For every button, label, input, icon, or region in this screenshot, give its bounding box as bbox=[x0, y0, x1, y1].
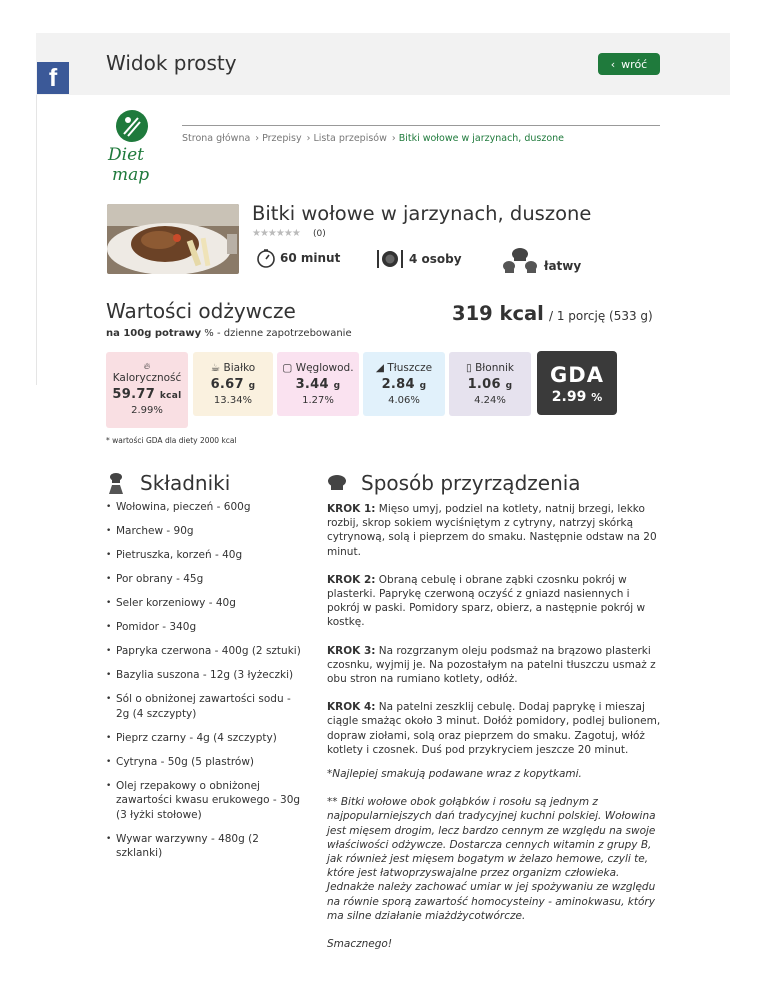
svg-text:Diet: Diet bbox=[108, 145, 144, 165]
step-3: KROK 3: Na rozgrzanym oleju podsmaż na brązowo plasterki czosnku, wyjmij je. Na pozostałym na patelni tłuszczu usmaż z obu stron na rumiano kotlety, odłóż. bbox=[327, 644, 656, 686]
step-1: KROK 1: Mięso umyj, podziel na kotlety, natnij brzegi, lekko rozbij, skrop sokiem wyciśniętym z cytryny, natrzyj skórką cytrynową, solą i pieprzem do smaku. Następnie odstaw na 20 minut. bbox=[327, 503, 657, 558]
breadcrumb-link-home[interactable]: Strona główna bbox=[182, 133, 251, 144]
chevron-right-icon: › bbox=[391, 133, 396, 144]
servings-label: 4 osoby bbox=[409, 252, 462, 266]
ingredient-list bbox=[106, 500, 306, 870]
nutrient-percent: 13.34% bbox=[213, 395, 253, 406]
svg-text:map: map bbox=[112, 165, 150, 185]
breadcrumb-link-recipe-list[interactable]: Lista przepisów bbox=[313, 133, 387, 144]
nutrient-value: 1.06 g bbox=[467, 377, 513, 392]
list-item: • Pomidor - 340g bbox=[106, 620, 306, 635]
nutrient-box-calories bbox=[106, 352, 188, 428]
nutrient-box-protein bbox=[193, 352, 273, 416]
difficulty-label: łatwy bbox=[544, 259, 582, 273]
ingredients-header bbox=[106, 471, 230, 495]
chef-hat-icon bbox=[327, 474, 347, 492]
nutrient-percent: 4.24% bbox=[474, 395, 506, 406]
nutrient-name: 🔥︎ Kaloryczność bbox=[106, 362, 188, 384]
list-item: • Papryka czerwona - 400g (2 sztuki) bbox=[106, 644, 306, 659]
preparation-heading: Sposób przyrządzenia bbox=[361, 471, 581, 495]
plate-cutlery-icon bbox=[375, 248, 405, 270]
bread-icon: ▢ bbox=[282, 362, 296, 374]
top-bar bbox=[36, 33, 730, 95]
difficulty bbox=[500, 246, 581, 276]
nutrient-name: ◢ Tłuszcze bbox=[375, 362, 433, 374]
preparation-steps bbox=[327, 502, 662, 961]
nutrient-name: ▢ Węglowod. bbox=[282, 362, 354, 374]
nutrient-box-fiber bbox=[449, 352, 531, 416]
nutrient-box-carbs bbox=[277, 352, 359, 416]
chevron-right-icon: › bbox=[306, 133, 311, 144]
cheese-icon: ◢ bbox=[375, 362, 388, 374]
per100-bold: na 100g potrawy bbox=[106, 328, 202, 339]
page-title: Widok prosty bbox=[106, 51, 237, 75]
nutrient-name: ☕︎ Białko bbox=[210, 362, 256, 374]
list-item: • Sól o obniżonej zawartości sodu - 2g (4 szczypty) bbox=[106, 692, 306, 721]
chevron-left-icon: ‹ bbox=[610, 57, 616, 71]
list-item: • Bazylia suszona - 12g (3 łyżeczki) bbox=[106, 668, 306, 683]
gda-box bbox=[537, 351, 617, 415]
dietmap-logo[interactable] bbox=[104, 108, 174, 188]
list-item: • Olej rzepakowy o obniżonej zawartości kwasu erukowego - 30g (3 łyżki stołowe) bbox=[106, 779, 306, 823]
chef-icon bbox=[106, 472, 126, 494]
step-4: KROK 4: Na patelni zeszklij cebulę. Dodaj paprykę i mieszaj ciągle smażąc około 3 minut. Dołóż pomidory, podlej bulionem, dopraw ziołami, solą oraz pieprzem do smaku. Zagotuj, włóż kotlety i czosnek. Duś pod przykryciem jeszcze 20 minut. bbox=[327, 701, 661, 756]
breadcrumb-current: Bitki wołowe w jarzynach, duszone bbox=[398, 133, 565, 144]
per100-rest: % - dzienne zapotrzebowanie bbox=[201, 328, 352, 339]
chef-hats-icon bbox=[500, 246, 540, 276]
breadcrumb bbox=[182, 133, 564, 144]
nutrient-percent: 2.99% bbox=[131, 405, 163, 416]
nutrient-percent: 4.06% bbox=[388, 395, 420, 406]
nutrient-box-fat bbox=[363, 352, 445, 416]
star-rating-icon[interactable]: ★★★★★★ bbox=[252, 228, 300, 239]
chevron-right-icon: › bbox=[255, 133, 260, 144]
list-item: • Seler korzeniowy - 40g bbox=[106, 596, 306, 611]
recipe-title: Bitki wołowe w jarzynach, duszone bbox=[252, 202, 592, 225]
kcal-value: 319 kcal bbox=[452, 302, 544, 325]
nutrient-value: 2.84 g bbox=[381, 377, 427, 392]
list-item: • Cytryna - 50g (5 plastrów) bbox=[106, 755, 306, 770]
list-item: • Pietruszka, korzeń - 40g bbox=[106, 548, 306, 563]
kcal-portion: / 1 porcję (533 g) bbox=[548, 309, 653, 323]
list-item: • Por obrany - 45g bbox=[106, 572, 306, 587]
servings bbox=[375, 248, 462, 270]
prep-time-label: 60 minut bbox=[280, 251, 341, 265]
back-button-label: wróć bbox=[621, 57, 648, 71]
nutrient-value: 59.77 kcal bbox=[112, 387, 182, 402]
list-item: • Wywar warzywny - 480g (2 szklanki) bbox=[106, 832, 306, 861]
flame-icon: 🔥︎ bbox=[143, 362, 151, 372]
preparation-header bbox=[327, 471, 581, 495]
breadcrumb-link-recipes[interactable]: Przepisy bbox=[262, 133, 302, 144]
gda-value: 2.99 % bbox=[551, 389, 603, 405]
rating-count: (0) bbox=[313, 229, 326, 239]
ingredients-heading: Składniki bbox=[140, 471, 231, 495]
divider bbox=[36, 95, 37, 385]
list-item: • Pieprz czarny - 4g (4 szczypty) bbox=[106, 731, 306, 746]
step-2: KROK 2: Obraną cebulę i obrane ząbki czosnku pokrój w plasterki. Paprykę czerwoną oczyść z gniazd nasiennych i pokrój w paski. Pomidory sparz, obierz, a następnie pokrój w kostkę. bbox=[327, 573, 646, 629]
nutrient-value: 3.44 g bbox=[295, 377, 341, 392]
jar-icon: ▯ bbox=[465, 362, 476, 374]
list-item: • Wołowina, pieczeń - 600g bbox=[106, 500, 306, 515]
stopwatch-icon bbox=[256, 248, 276, 268]
nutrition-heading: Wartości odżywcze bbox=[106, 299, 296, 323]
nutrient-name: ▯ Błonnik bbox=[465, 362, 515, 374]
back-button[interactable] bbox=[598, 53, 660, 75]
facebook-share-icon[interactable]: f bbox=[37, 62, 69, 94]
closing-text: Smacznego! bbox=[327, 938, 393, 951]
prep-time bbox=[256, 248, 340, 268]
note-serving: *Najlepiej smakują podawane wraz z kopytkami. bbox=[327, 768, 582, 781]
bowl-icon: ☕︎ bbox=[210, 362, 224, 374]
nutrient-percent: 1.27% bbox=[302, 395, 334, 406]
divider bbox=[182, 125, 660, 126]
nutrient-value: 6.67 g bbox=[210, 377, 256, 392]
note-info: ** Bitki wołowe obok gołąbków i rosołu są jednym z najpopularniejszych dań tradycyjnej kuchni polskiej. Wołowina jest mięsem drogim, lecz bardzo cennym ze względu na swoje właściwości odżywcze. Dostarcza cennych witamin z grupy B, jak również jest mięsem bogatym w żelazo hemowe, czyli te, które jest łatwoprzyswajalne przez organizm człowieka. Jednakże należy zachować umiar w jej spożywaniu ze względu na równie sporą zawartość homocysteiny - aminokwasu, który ma silne działanie miażdżycotwórcze. bbox=[327, 796, 656, 922]
per100-note bbox=[106, 328, 352, 339]
list-item: • Marchew - 90g bbox=[106, 524, 306, 539]
recipe-photo bbox=[107, 204, 239, 274]
gda-footnote: * wartości GDA dla diety 2000 kcal bbox=[106, 436, 237, 445]
kcal-per-portion bbox=[452, 302, 653, 325]
gda-label: GDA bbox=[550, 363, 604, 387]
